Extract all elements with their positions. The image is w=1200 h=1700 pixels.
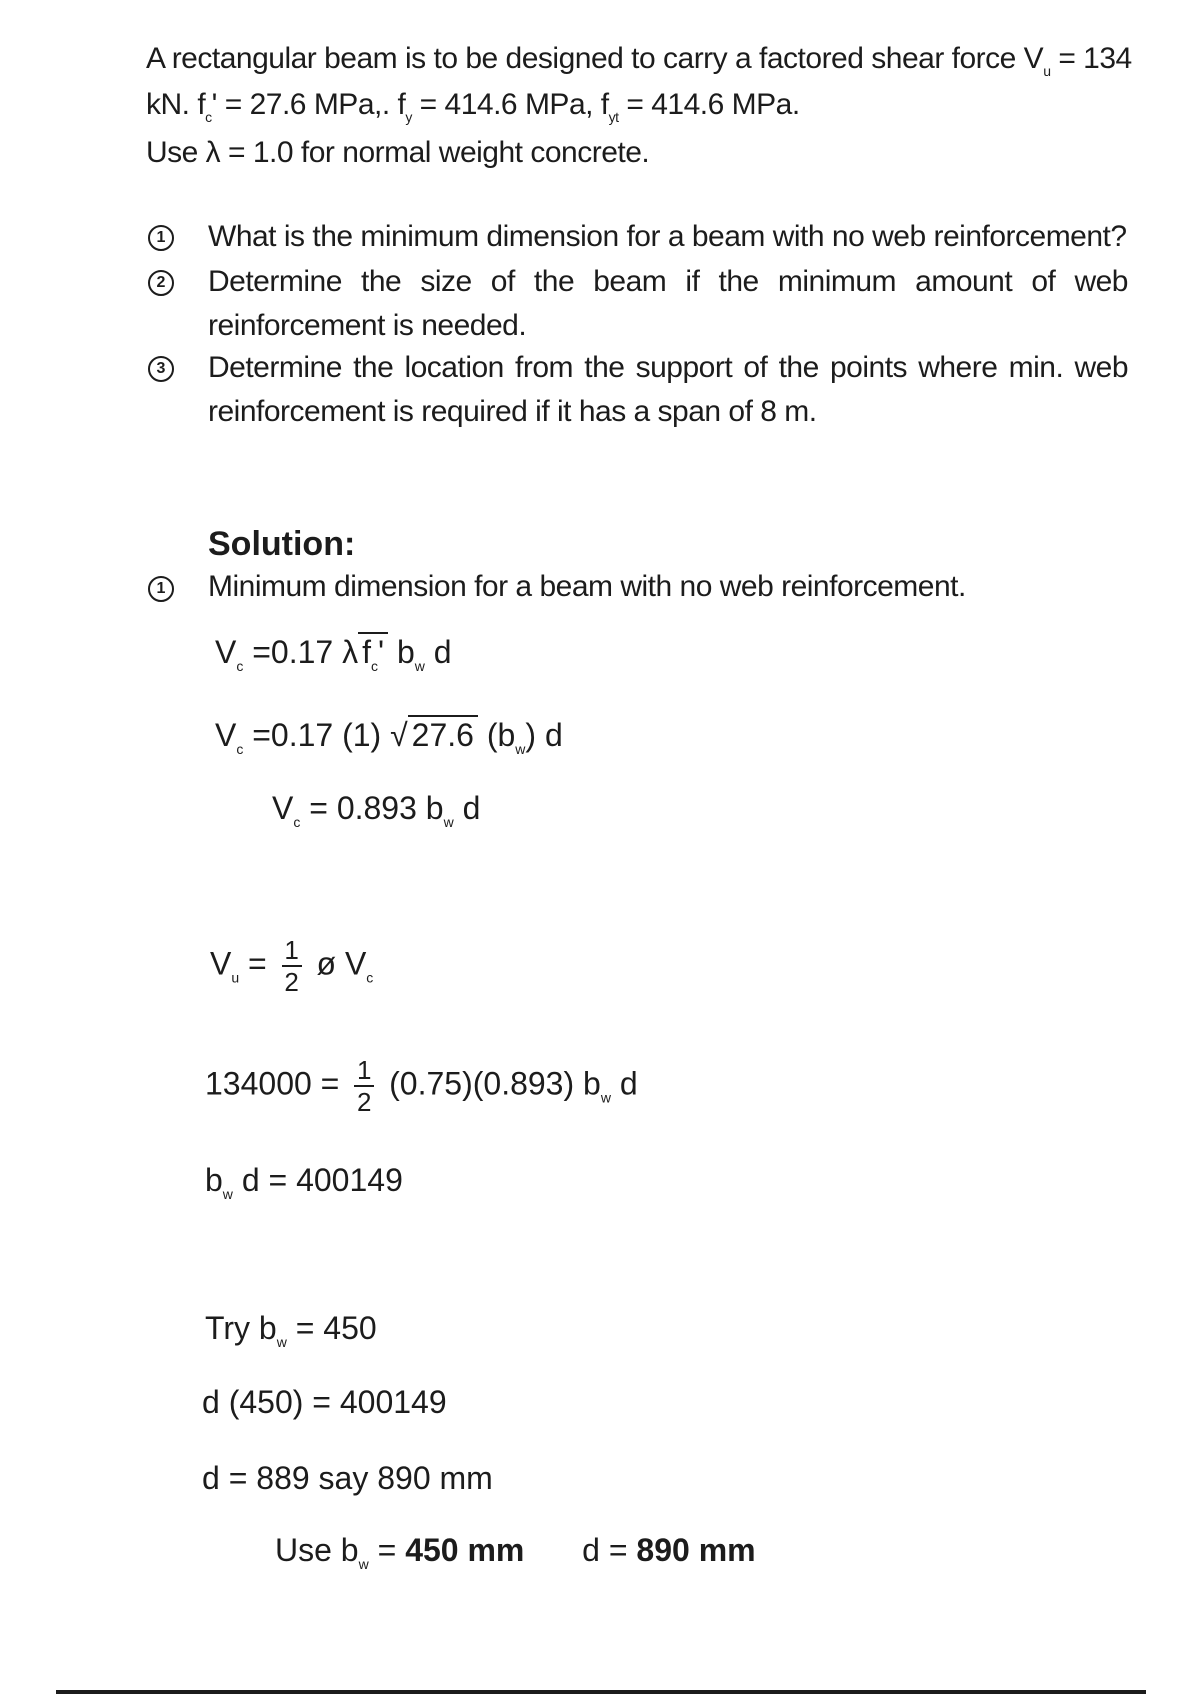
equation-vc-substituted: $V_c =0.17$ (1) √ 27.6 $(b_w)$ d: [215, 717, 563, 757]
question-1-text: What is the minimum dimension for a beam with no web reinforcement?: [208, 220, 1127, 253]
equation-try-bw: Try $b_w = 450$: [205, 1310, 377, 1350]
fraction-one-half-2: $\frac{1}{2}$: [354, 1055, 374, 1117]
question-3-number: 3: [148, 356, 174, 382]
equation-bw-d: $b_w$ d = 400149: [205, 1162, 403, 1202]
question-2-text: Determine the size of the beam if the minimum amount of web reinforcement is needed.: [208, 265, 1128, 342]
step-1-title: Minimum dimension for a beam with no web reinforcement.: [208, 570, 966, 603]
final-answer: Use $b_w = 450$ mm d = 890 mm: [275, 1532, 756, 1572]
solution-heading: Solution:: [208, 525, 356, 563]
problem-line-1: A rectangular beam is to be designed to carry a factored shear force $V_u = 134$: [146, 42, 1132, 79]
answer-bw-value: 450 mm: [405, 1532, 525, 1568]
equation-vc-result: $V_c = 0.893$ $b_w$ d: [272, 790, 481, 830]
fraction-one-half: $\frac{1}{2}$: [282, 935, 302, 997]
equation-d-450: d (450) = 400149: [202, 1384, 447, 1420]
question-2-number: 2: [148, 270, 174, 296]
step-1-number: 1: [148, 576, 174, 602]
answer-d-value: 890 mm: [636, 1532, 756, 1568]
page-bottom-rule: [56, 1690, 1146, 1694]
equation-vu-half: $V_u$ = $\frac{1}{2}$ ø $V_c$: [210, 935, 374, 997]
problem-line-2: kN. $f_c' = 27.6$ MPa,. $f_y = 414.6$ MPa, $f_{yt} = 414.6$ MPa.: [146, 88, 800, 125]
problem-line-3: Use λ = 1.0 for normal weight concrete.: [146, 136, 650, 169]
equation-vc-formula: $V_c =0.17$ λ $f_c'$ $b_w$ d: [215, 634, 452, 674]
equation-d-result: d = 889 say 890 mm: [202, 1460, 493, 1496]
question-1-number: 1: [148, 225, 174, 251]
equation-substitution: 134000 = $\frac{1}{2}$ (0.75)(0.893) $b_w$ d: [205, 1055, 638, 1117]
question-3-text: Determine the location from the support of the points where min. web reinforcement is required if it has a span of 8 m.: [208, 351, 1128, 428]
